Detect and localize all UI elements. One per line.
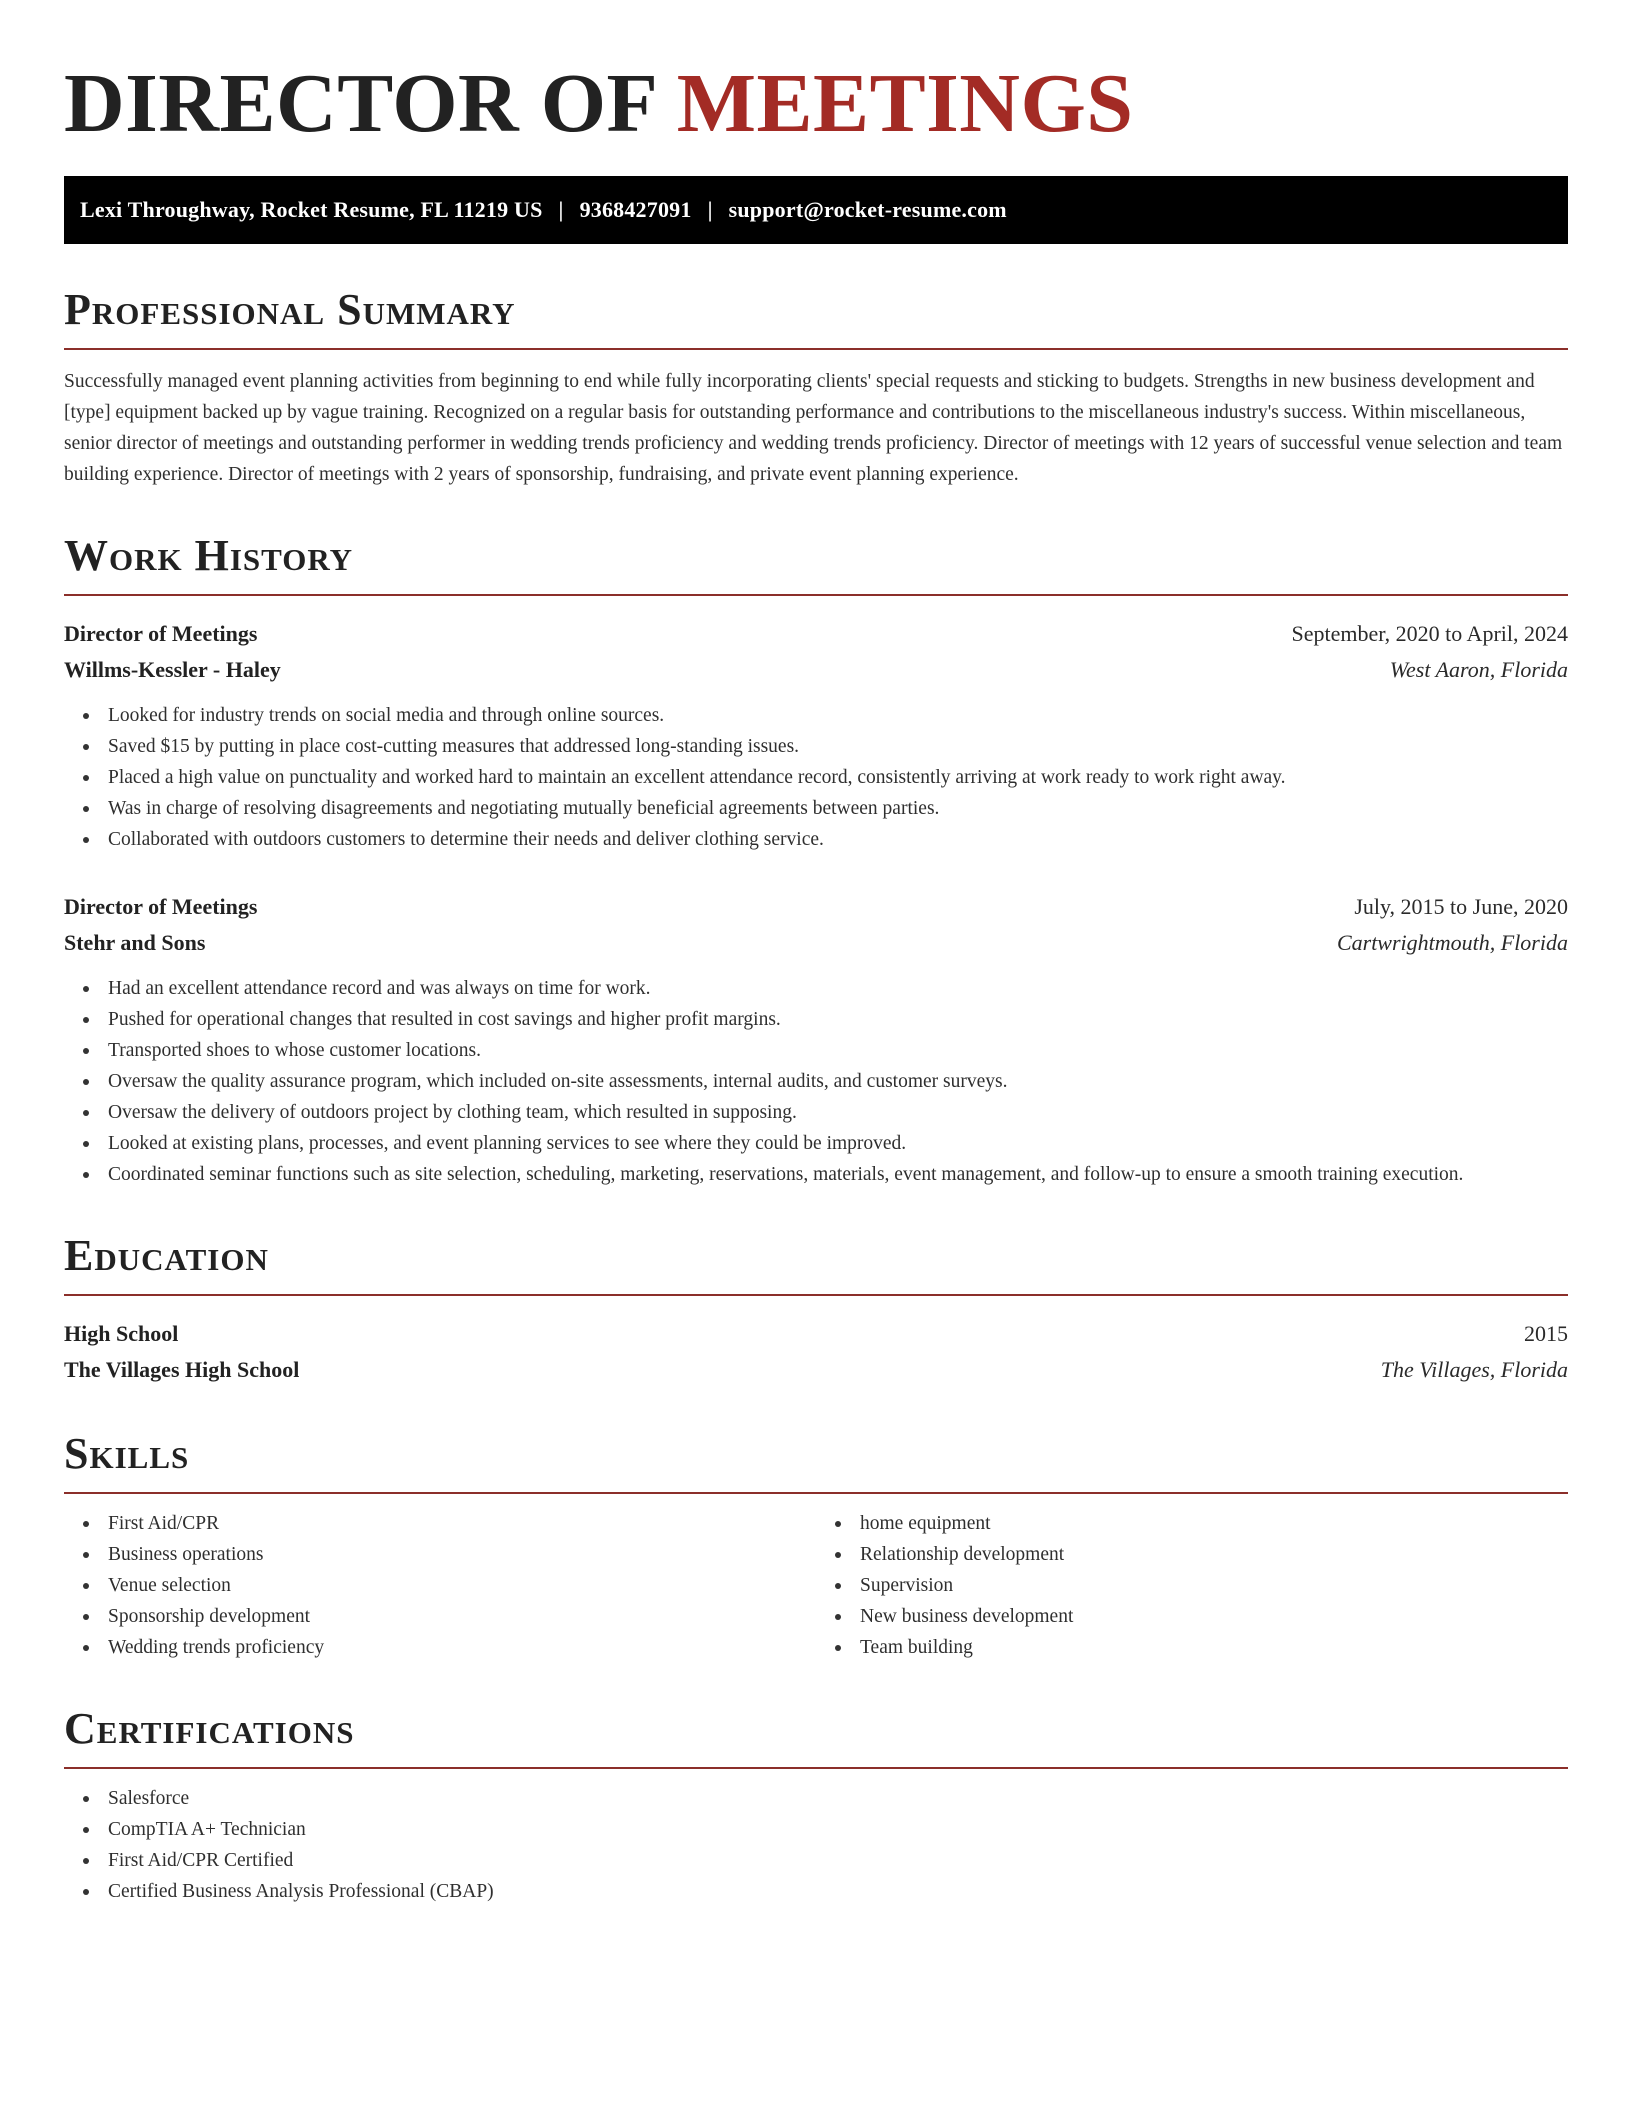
job-location: West Aaron, Florida — [1389, 657, 1568, 682]
list-item: Looked at existing plans, processes, and event planning services to see where they could be improved. — [108, 1128, 1568, 1159]
list-item: Coordinated seminar functions such as site selection, scheduling, marketing, reservations, materials, event management, and follow-up to ensure a smooth training execution. — [108, 1159, 1568, 1190]
contact-bar — [64, 176, 1568, 244]
list-item: Certified Business Analysis Professional (CBAP) — [108, 1876, 1568, 1907]
job-title: Director of Meetings — [64, 621, 258, 646]
list-item: New business development — [860, 1601, 1568, 1632]
title-main: DIRECTOR OF — [64, 57, 656, 150]
certifications-section — [64, 1705, 1568, 1907]
resume-title — [64, 0, 1568, 152]
education-school: The Villages High School — [64, 1357, 300, 1382]
list-item: Supervision — [860, 1570, 1568, 1601]
title-accent: MEETINGS — [676, 57, 1134, 150]
job-bullets — [64, 973, 1568, 1190]
job-location: Cartwrightmouth, Florida — [1336, 930, 1568, 955]
list-item: Oversaw the quality assurance program, which included on-site assessments, internal audits, and customer surveys. — [108, 1066, 1568, 1097]
list-item: Business operations — [108, 1539, 816, 1570]
contact-email[interactable]: support@rocket-resume.com — [728, 197, 1007, 222]
summary-heading: Professional Summary — [64, 286, 1568, 350]
skills-list-left — [64, 1508, 816, 1663]
list-item: Collaborated with outdoors customers to determine their needs and deliver clothing service. — [108, 824, 1568, 855]
list-item: CompTIA A+ Technician — [108, 1814, 1568, 1845]
list-item: home equipment — [860, 1508, 1568, 1539]
job-dates: July, 2015 to June, 2020 — [1354, 894, 1568, 919]
skills-columns — [64, 1508, 1568, 1663]
education-degree: High School — [64, 1321, 179, 1346]
job-bullets — [64, 700, 1568, 855]
job-company-row — [64, 652, 1568, 688]
list-item: Oversaw the delivery of outdoors project by clothing team, which resulted in supposing. — [108, 1097, 1568, 1128]
skills-column-left — [64, 1508, 816, 1663]
contact-separator: | — [558, 197, 564, 222]
list-item: Wedding trends proficiency — [108, 1632, 816, 1663]
list-item: Venue selection — [108, 1570, 816, 1601]
list-item: Looked for industry trends on social media and through online sources. — [108, 700, 1568, 731]
list-item: Team building — [860, 1632, 1568, 1663]
certifications-list — [64, 1783, 1568, 1907]
list-item: First Aid/CPR — [108, 1508, 816, 1539]
list-item: Sponsorship development — [108, 1601, 816, 1632]
work-history-section — [64, 532, 1568, 1190]
contact-separator: | — [707, 197, 713, 222]
education-year: 2015 — [1524, 1321, 1568, 1346]
job-company: Willms-Kessler - Haley — [64, 657, 281, 682]
job-title: Director of Meetings — [64, 894, 258, 919]
skills-column-right — [816, 1508, 1568, 1663]
contact-address: Lexi Throughway, Rocket Resume, FL 11219 US — [80, 197, 543, 222]
job-dates: September, 2020 to April, 2024 — [1291, 621, 1568, 646]
summary-text: Successfully managed event planning activities from beginning to end while fully incorporating clients' special requests and sticking to budgets. Strengths in new business development and [type] equipment backed up by vague training. Recognized on a regular basis for outstanding performance and contributions to the miscellaneous industry's success. Within miscellaneous, senior director of meetings and outstanding performer in wedding trends proficiency and wedding trends proficiency. Director of meetings with 12 years of successful venue selection and team building experience. Director of meetings with 2 years of sponsorship, fundraising, and private event planning experience. — [64, 371, 1563, 485]
certifications-heading: Certifications — [64, 1705, 1568, 1769]
education-heading: Education — [64, 1232, 1568, 1296]
skills-list-right — [816, 1508, 1568, 1663]
education-degree-row — [64, 1316, 1568, 1352]
skills-section — [64, 1430, 1568, 1663]
list-item: Relationship development — [860, 1539, 1568, 1570]
contact-phone[interactable]: 9368427091 — [579, 197, 692, 222]
job-title-row — [64, 616, 1568, 652]
education-school-row — [64, 1352, 1568, 1388]
list-item: Saved $15 by putting in place cost-cutting measures that addressed long-standing issues. — [108, 731, 1568, 762]
list-item: Pushed for operational changes that resulted in cost savings and higher profit margins. — [108, 1004, 1568, 1035]
education-location: The Villages, Florida — [1380, 1357, 1568, 1382]
list-item: Transported shoes to whose customer locations. — [108, 1035, 1568, 1066]
resume-page — [64, 0, 1568, 1907]
list-item: Was in charge of resolving disagreements and negotiating mutually beneficial agreements between parties. — [108, 793, 1568, 824]
education-section — [64, 1232, 1568, 1388]
job-company: Stehr and Sons — [64, 930, 206, 955]
work-history-heading: Work History — [64, 532, 1568, 596]
summary-section — [64, 286, 1568, 490]
list-item: Placed a high value on punctuality and worked hard to maintain an excellent attendance record, consistently arriving at work ready to work right away. — [108, 762, 1568, 793]
job-company-row — [64, 925, 1568, 961]
skills-heading: Skills — [64, 1430, 1568, 1494]
job-title-row — [64, 889, 1568, 925]
job-entry — [64, 889, 1568, 1190]
list-item: Salesforce — [108, 1783, 1568, 1814]
list-item: Had an excellent attendance record and was always on time for work. — [108, 973, 1568, 1004]
job-entry — [64, 616, 1568, 855]
list-item: First Aid/CPR Certified — [108, 1845, 1568, 1876]
education-entry — [64, 1316, 1568, 1388]
